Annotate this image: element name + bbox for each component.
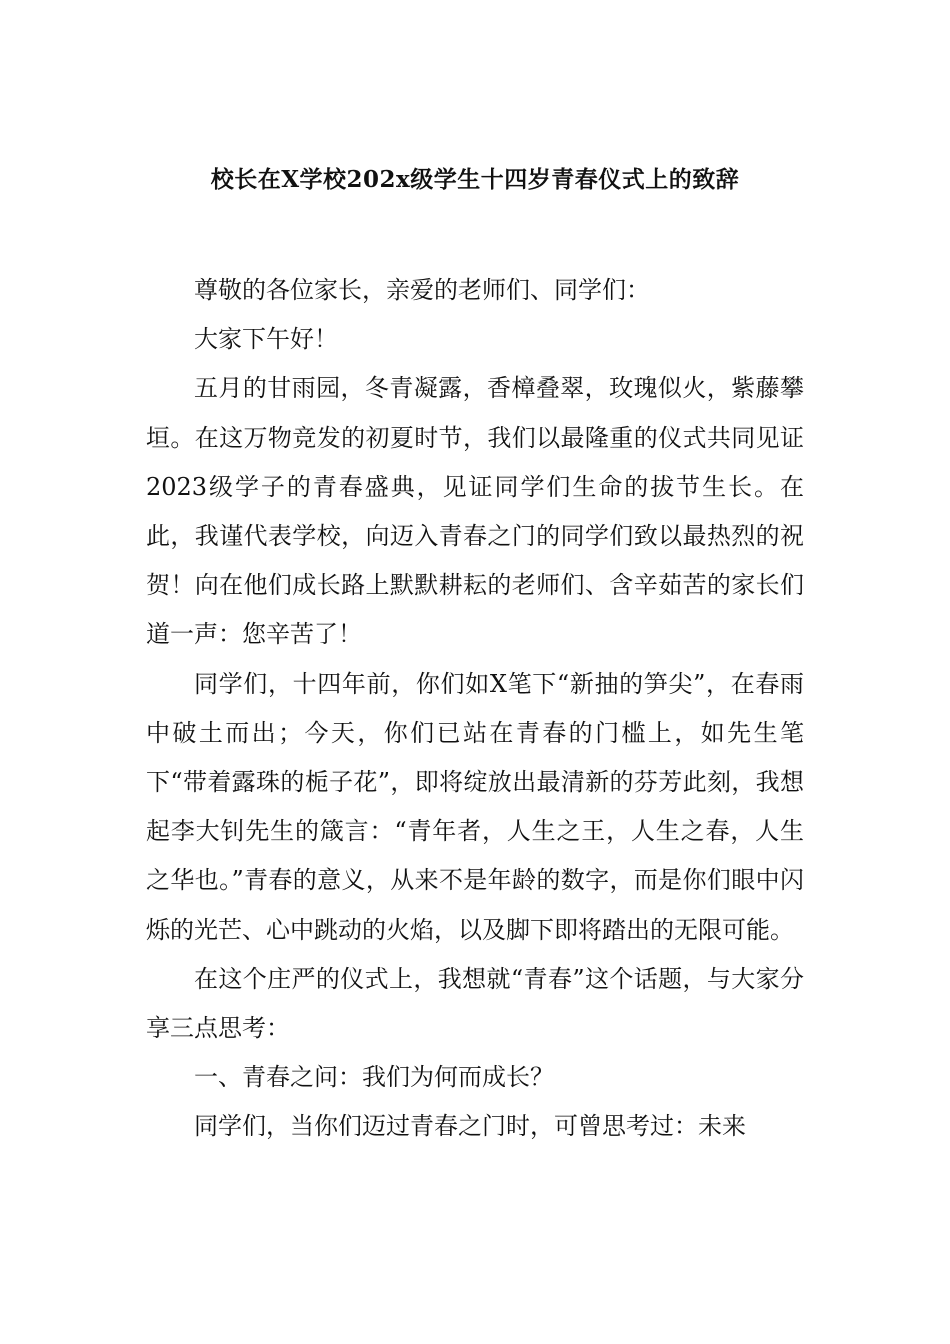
salutation-paragraph: 尊敬的各位家长，亲爱的老师们、同学们： [194,276,650,304]
greeting-paragraph: 大家下午好！ [194,325,338,354]
body-paragraph: 同学们，十四年前，你们如X笔下“新抽的笋尖”，在春雨中破土而出；今天，你们已站在青春的门槛上，如先生笔下“带着露珠的栀子花”，即将绽放出最清新的芬芳此刻，我想起李大钊先生的箴言：“青年者，人生之王，人生之春，人生之华也。”青春的意义，从来不是年龄的数字，而是你们眼中闪烁的光芒、心中跳动的火焰，以及脚下即将踏出的无限可能。 [146,669,804,944]
body-paragraph: 在这个庄严的仪式上，我想就“青春”这个话题，与大家分享三点思考： [146,964,804,1043]
body-paragraph: 五月的甘雨园，冬青凝露，香樟叠翠，玫瑰似火，紫藤攀垣。在这万物竞发的初夏时节，我们以最隆重的仪式共同见证2023级学子的青春盛典，见证同学们生命的拔节生长。在此，我谨代表学校，向迈入青春之门的同学们致以最热烈的祝贺！向在他们成长路上默默耕耘的老师们、含辛茹苦的家长们道一声：您辛苦了！ [146,374,804,649]
body-paragraph: 同学们，当你们迈过青春之门时，可曾思考过：未来 [194,1112,746,1141]
section-heading: 一、青春之问：我们为何而成长？ [194,1063,554,1092]
document-title: 校长在X学校202x级学生十四岁青春仪式上的致辞 [210,166,740,193]
document-body [146,266,804,1152]
